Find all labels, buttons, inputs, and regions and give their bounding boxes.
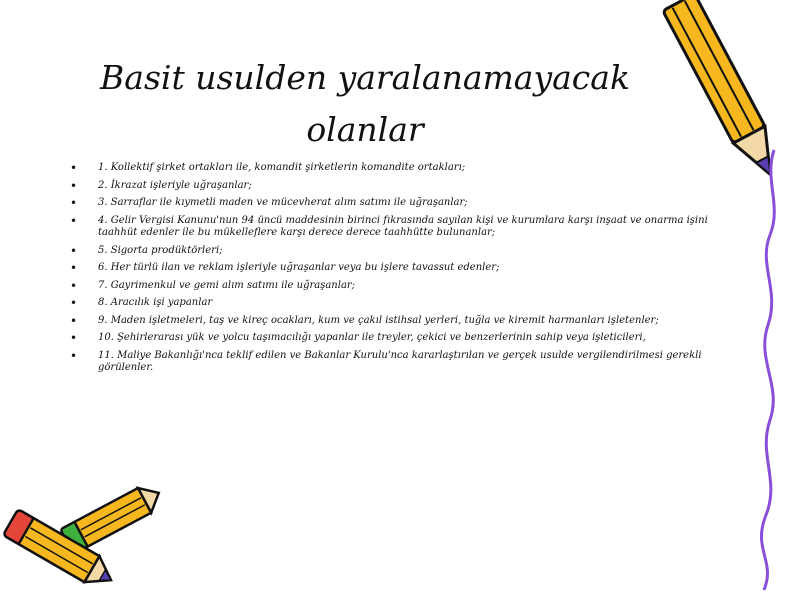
bullet-dot: • [70, 243, 78, 258]
list-item-text: 2. İkrazat işleriyle uğraşanlar; [98, 179, 252, 191]
list-item-text: 8. Aracılık işi yapanlar [98, 297, 213, 308]
list-item [68, 297, 708, 310]
bullet-dot: • [70, 196, 78, 210]
bullet-dot: • [70, 348, 78, 363]
slide-title [60, 52, 670, 156]
list-item [68, 162, 708, 175]
list-item-text: 11. Maliye Bakanlığı'nca teklif edilen ve Bakanlar Kurulu'nca kararlaştırılan ve gerçek usulde vergilendirilmesi gerekli görülenler. [98, 349, 702, 373]
list-item [68, 262, 708, 275]
bullet-dot: • [70, 331, 78, 345]
list-item [68, 350, 708, 375]
list-item-text: 7. Gayrimenkul ve gemi alım satımı ile uğraşanlar; [98, 279, 356, 291]
squiggle-line-icon [752, 150, 792, 590]
list-item-text: 1. Kollektif şirket ortakları ile, komandit şirketlerin komandite ortakları; [98, 162, 466, 173]
list-item-text: 5. Sigorta prodüktörleri; [98, 244, 223, 256]
bullet-dot: • [70, 296, 78, 310]
bullet-dot: • [70, 278, 78, 293]
bullet-list [68, 162, 708, 380]
list-item-text: 4. Gelir Vergisi Kanunu'nun 94 üncü maddesinin birinci fıkrasında sayılan kişi ve kurumlara karşı inşaat ve onarma işini taahhüt edenler ile bu mükelleflere karşı derece derece taahhütte bulunanlar; [98, 214, 708, 238]
bullet-dot: • [70, 313, 78, 328]
list-item-text: 9. Maden işletmeleri, taş ve kireç ocakları, kum ve çakıl istihsal yerleri, tuğla ve kiremit harmanları işletenler; [98, 314, 659, 326]
list-item-text: 10. Şehirlerarası yük ve yolcu taşımacılığı yapanlar ile treyler, çekici ve benzerlerinin sahip veya işleticileri, [98, 332, 646, 343]
bullet-dot: • [70, 261, 78, 275]
list-item [68, 315, 708, 328]
list-item-text: 3. Sarraflar ile kıymetli maden ve mücevherat alım satımı ile uğraşanlar; [98, 197, 468, 208]
list-item [68, 280, 708, 293]
bullet-dot: • [70, 161, 78, 175]
bullet-dot: • [70, 213, 78, 228]
list-item [68, 332, 708, 345]
pencil-icon [0, 505, 125, 600]
list-item [68, 180, 708, 193]
list-item-text: 6. Her türlü ilan ve reklam işleriyle uğraşanlar veya bu işlere tavassut edenler; [98, 262, 500, 273]
slide-title-line-1: Basit usulden yaralanamayacak [100, 58, 630, 97]
bullet-dot: • [70, 178, 78, 193]
list-item [68, 197, 708, 210]
slide-title-line-2: olanlar [306, 110, 424, 149]
list-item [68, 215, 708, 240]
list-item [68, 245, 708, 258]
